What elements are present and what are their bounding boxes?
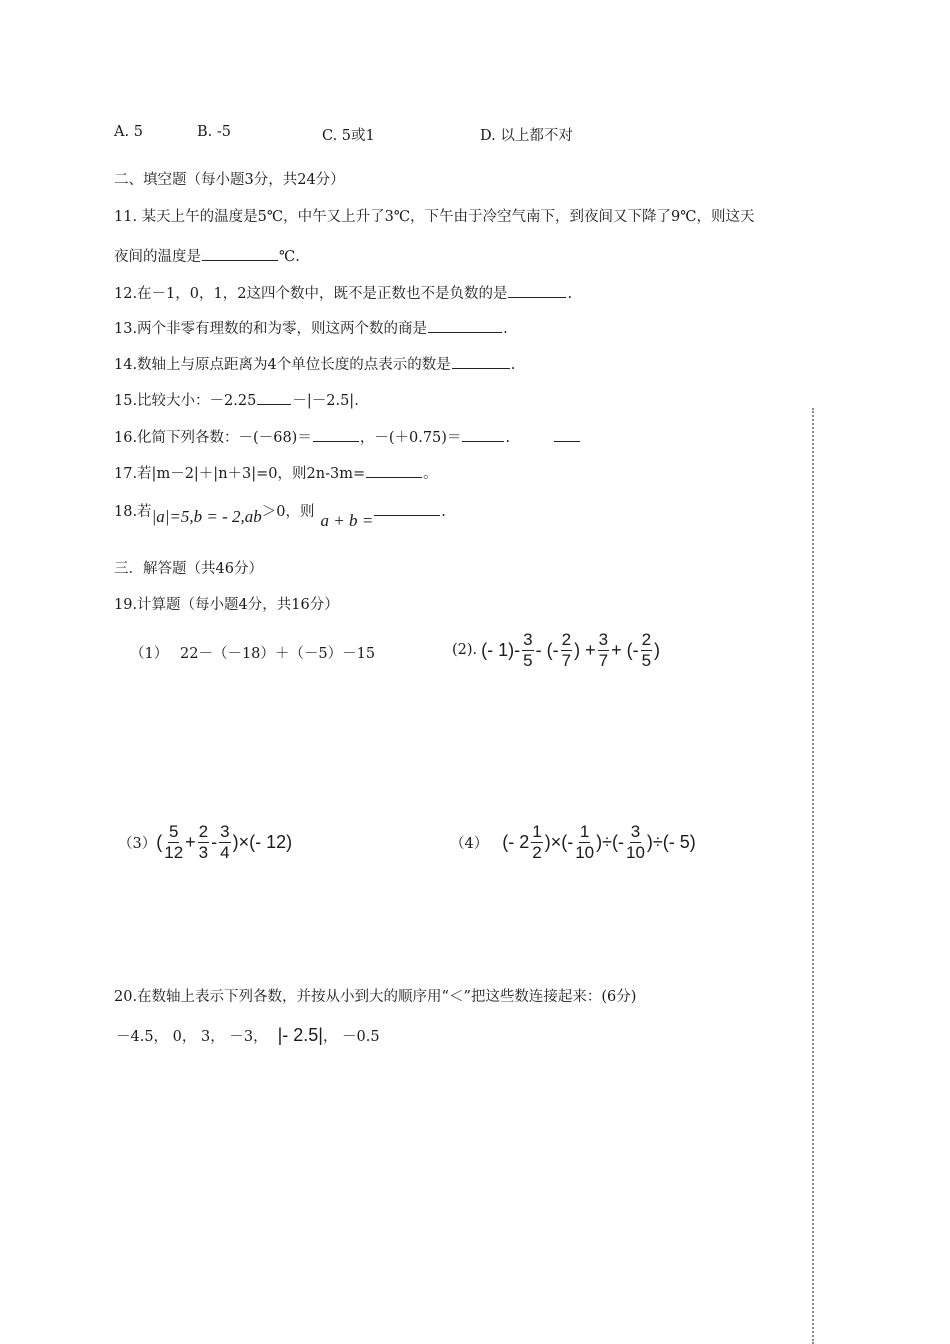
- q18-blank[interactable]: [374, 514, 440, 516]
- p2-fraction-3: [598, 630, 609, 670]
- q20-title: 20.在数轴上表示下列各数，并按从小到大的顺序用“＜”把这些数连接起来：(6分): [114, 989, 637, 1005]
- q16-mid: ，－(＋0.75)＝: [359, 430, 462, 446]
- p3-fraction-2: [198, 822, 209, 862]
- q17: [114, 462, 438, 483]
- q11-line2: [114, 245, 300, 266]
- q20-abs-value: |- 2.5|: [277, 1025, 323, 1045]
- p4-term-2: )×(-: [544, 831, 574, 852]
- option-d: D. 以上都不对: [480, 128, 573, 144]
- q15-end: －|－2.5|.: [292, 393, 359, 409]
- p3-fraction-3: [219, 822, 230, 862]
- p2-fraction-2: [561, 630, 572, 670]
- p2-term-4: + (-: [611, 639, 639, 660]
- q12-text: 12.在－1，0，1，2这四个数中，既不是正数也不是负数的是: [114, 286, 508, 302]
- p3-f2-num: 2: [198, 822, 209, 841]
- p4-fraction-1: [531, 822, 542, 862]
- q13-blank[interactable]: [428, 331, 502, 333]
- q18-text: 18.若: [114, 504, 152, 520]
- q17-blank[interactable]: [366, 476, 422, 478]
- p4-f2-num: 1: [579, 822, 590, 841]
- q11-line1: 11. 某天上午的温度是5℃，中午又上升了3℃，下午由于冷空气南下，到夜间又下降了9℃，则这天: [114, 209, 755, 225]
- q13: [114, 317, 508, 338]
- p3-expression: [118, 822, 292, 862]
- q20-numbers: [116, 1025, 380, 1046]
- q12-end: .: [567, 286, 573, 302]
- q20-numbers-b: ， －0.5: [322, 1029, 380, 1045]
- q18-sum: a + b =: [320, 511, 374, 530]
- p4-term-4: )÷(- 5): [646, 831, 696, 852]
- p4-term-1: (- 2: [502, 831, 530, 852]
- q18-abs-a: |a|: [151, 507, 170, 526]
- p4-expression: [450, 822, 696, 862]
- p2-term-3: ) +: [574, 639, 596, 660]
- p4-f2-den: 10: [575, 842, 595, 862]
- binding-dotted-line: [812, 408, 814, 1344]
- q18-condition: =5,b = - 2,ab: [169, 507, 262, 526]
- p3-label: （3）: [118, 835, 157, 852]
- p4-f1-den: 2: [532, 842, 542, 862]
- q11-text: 夜间的温度是: [114, 249, 201, 265]
- p2-term-2: - (-: [535, 639, 559, 660]
- p3-term-4: )×(- 12): [232, 831, 293, 852]
- p2-f1-den: 5: [523, 650, 533, 670]
- section2-title: 二、填空题（每小题3分，共24分）: [114, 172, 345, 188]
- q14-end: .: [510, 357, 516, 373]
- p1-expression: 22－（－18）＋（－5）－15: [180, 646, 376, 662]
- q11-unit: ℃.: [279, 249, 300, 265]
- q17-text: 17.若|m－2|＋|n＋3|=0，则2n-3m=: [114, 466, 366, 482]
- q15-blank[interactable]: [257, 403, 291, 405]
- p2-fraction-4: [641, 630, 652, 670]
- q14: [114, 353, 515, 374]
- q18: [114, 500, 446, 530]
- q20-numbers-a: －4.5， 0， 3， －3，: [116, 1029, 268, 1045]
- p2-expression: [452, 630, 660, 670]
- p2-f3-num: 3: [598, 630, 609, 649]
- p2-f4-num: 2: [641, 630, 652, 649]
- q11-blank[interactable]: [202, 259, 278, 261]
- option-c: C. 5或1: [322, 128, 375, 144]
- q15-text: 15.比较大小：－2.25: [114, 393, 257, 409]
- q14-blank[interactable]: [452, 367, 510, 369]
- q17-end: 。: [423, 466, 438, 482]
- p2-term-5: ): [654, 639, 661, 660]
- q14-text: 14.数轴上与原点距离为4个单位长度的点表示的数是: [114, 357, 451, 373]
- q13-text: 13.两个非零有理数的和为零，则这两个数的商是: [114, 321, 428, 337]
- p3-f3-den: 4: [220, 842, 230, 862]
- p4-fraction-3: [626, 822, 645, 862]
- p3-fraction-1: [164, 822, 183, 862]
- p4-label: （4）: [450, 835, 489, 852]
- p2-f2-den: 7: [561, 650, 572, 670]
- q16-text: 16.化简下列各数：－(－68)＝: [114, 430, 312, 446]
- p2-f3-den: 7: [598, 650, 609, 670]
- q18-gt: ＞0，则: [261, 504, 315, 520]
- q15: [114, 389, 359, 410]
- p4-f3-num: 3: [630, 822, 641, 841]
- section3-title: 三．解答题（共46分）: [114, 561, 263, 577]
- p2-f1-num: 3: [523, 630, 533, 649]
- q16-blank-2[interactable]: [462, 440, 504, 442]
- option-a: A. 5: [114, 124, 143, 140]
- p3-term-1: (: [156, 831, 163, 852]
- p3-f1-num: 5: [168, 822, 179, 841]
- p3-f2-den: 3: [198, 842, 209, 862]
- q16: [114, 426, 581, 447]
- p4-f3-den: 10: [626, 842, 645, 862]
- q18-end: .: [441, 504, 446, 520]
- p3-f1-den: 12: [164, 842, 184, 862]
- p3-term-3: -: [211, 831, 218, 852]
- p2-label: (2).: [452, 642, 478, 659]
- q12: [114, 282, 572, 303]
- p4-fraction-2: [575, 822, 594, 862]
- q16-end: .: [505, 430, 511, 446]
- p4-f1-num: 1: [532, 822, 542, 841]
- p1-label: （1）: [130, 646, 169, 662]
- p2-f2-num: 2: [561, 630, 572, 649]
- q16-blank-1[interactable]: [313, 440, 359, 442]
- p4-term-3: )÷(-: [596, 831, 624, 852]
- p2-term-1: (- 1)-: [481, 639, 521, 660]
- q16-stray-line: [554, 440, 580, 442]
- option-b: B. -5: [197, 124, 231, 140]
- p2-fraction-1: [522, 630, 533, 670]
- q13-end: .: [503, 321, 508, 337]
- p3-term-2: +: [185, 831, 196, 852]
- q19-title: 19.计算题（每小题4分，共16分）: [114, 597, 339, 613]
- p3-f3-num: 3: [220, 822, 230, 841]
- p2-f4-den: 5: [641, 650, 652, 670]
- q12-blank[interactable]: [508, 296, 566, 298]
